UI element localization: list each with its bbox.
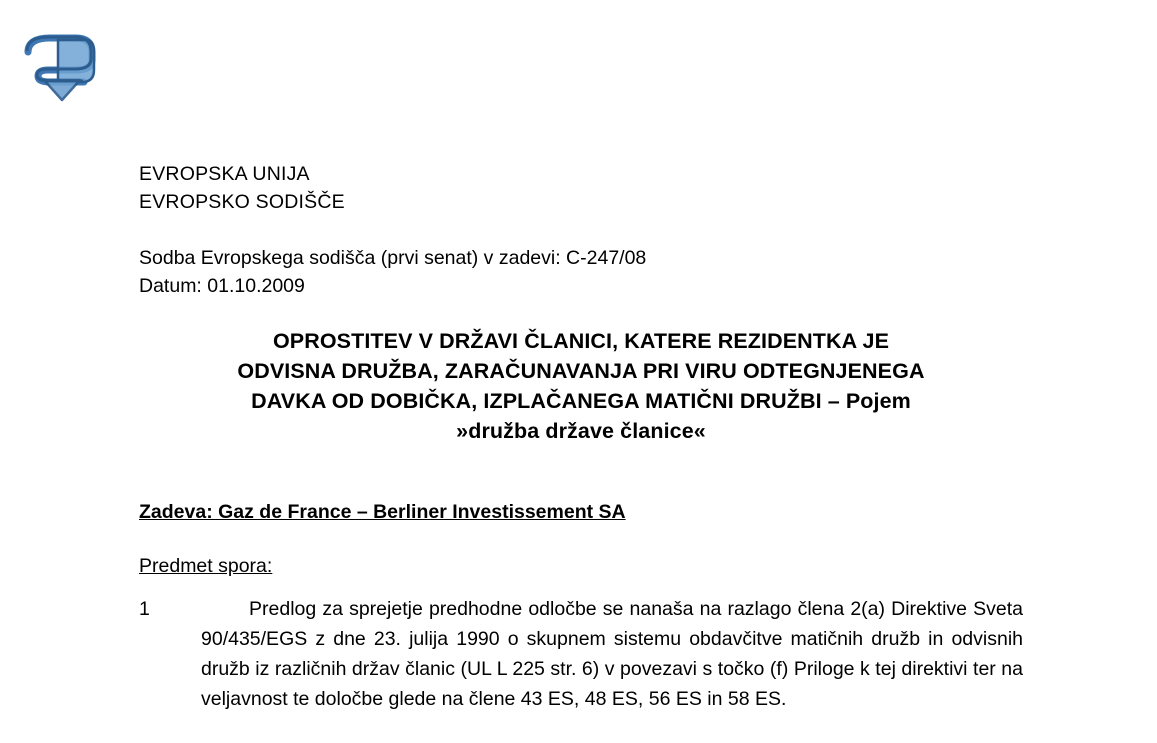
judgment-date: Datum: 01.10.2009 (139, 275, 305, 297)
page-title-line-3: DAVKA OD DOBIČKA, IZPLAČANEGA MATIČNI DRUŽBI – Pojem (251, 389, 911, 413)
page-title (139, 326, 1023, 446)
paragraph-text (201, 594, 1023, 714)
paragraph-text-content: Predlog za sprejetje predhodne odločbe se nanaša na razlago člena 2(a) Direktive Sveta 90/435/EGS z dne 23. julija 1990 o skupnem sistemu obdavčitve matičnih družb in odvisnih družb iz različnih držav članic (UL L 225 str. 6) v povezavi s točko (f) Priloge k tej direktivi ter na veljavnost te določbe glede na člene 43 ES, 48 ES, 56 ES in 58 ES. (201, 598, 1023, 710)
case-name: Zadeva: Gaz de France – Berliner Investissement SA (139, 501, 626, 523)
subject-label: Predmet spora: (139, 555, 273, 577)
page-title-line-4: »družba države članice« (456, 419, 706, 443)
document-body (139, 160, 1023, 714)
paragraph-number: 1 (139, 598, 150, 620)
paragraph-1 (139, 594, 1023, 714)
org-line-1: EVROPSKA UNIJA (139, 163, 310, 185)
case-name-row (139, 498, 1023, 526)
subject-row (139, 552, 1023, 580)
sd-logo (18, 30, 100, 102)
page-title-line-1: OPROSTITEV V DRŽAVI ČLANICI, KATERE REZIDENTKA JE (272, 329, 890, 353)
page-title-line-2: ODVISNA DRUŽBA, ZARAČUNAVANJA PRI VIRU ODTEGNJENEGA (237, 359, 925, 383)
judgment-reference: Sodba Evropskega sodišča (prvi senat) v zadevi: C-247/08 (139, 247, 647, 269)
org-line-2: EVROPSKO SODIŠČE (139, 191, 345, 213)
